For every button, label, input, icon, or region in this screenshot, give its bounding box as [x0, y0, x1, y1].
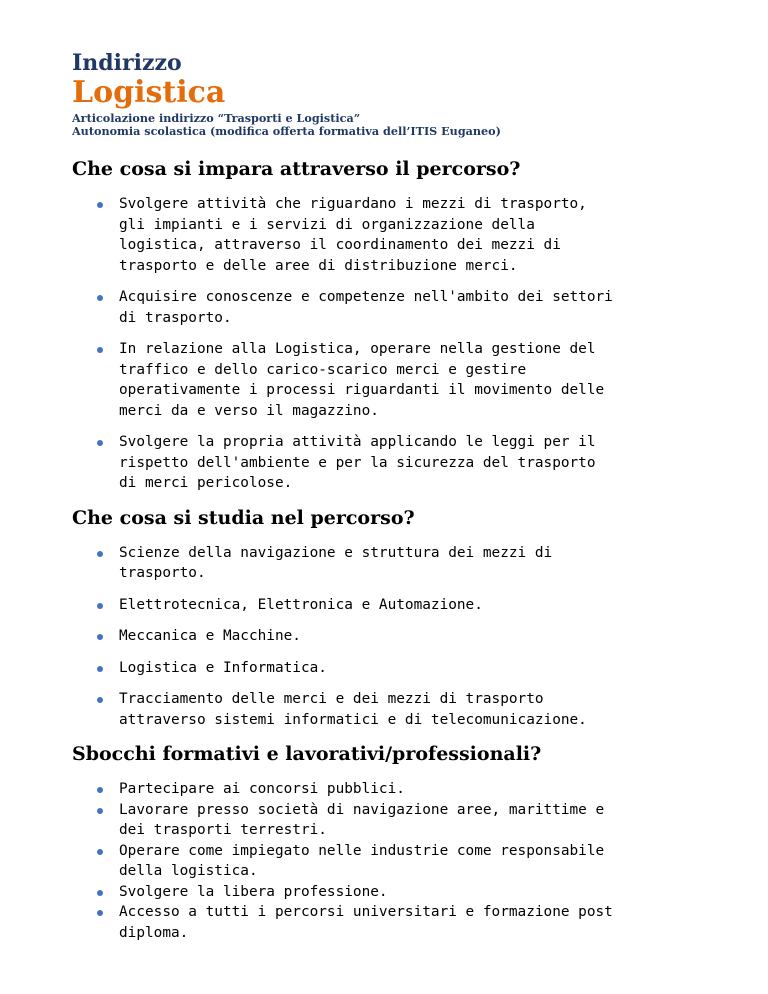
list-item [72, 800, 708, 841]
list-item-text: Scienze della navigazione e struttura dei mezzi di trasporto. [119, 544, 553, 581]
list-item-text: Tracciamento delle merci e dei mezzi di trasporto attraverso sistemi informatici e di telecomunicazione. [119, 691, 587, 728]
list-item [72, 902, 708, 943]
bullet-icon [97, 347, 103, 353]
bullet-icon [97, 697, 103, 703]
list-item-text: In relazione alla Logistica, operare nella gestione del traffico e dello carico-scarico merci e gestire operativamente i processi riguardanti il movimento delle merci da e verso il magazzino. [119, 341, 605, 419]
section-heading-study: Che cosa si studia nel percorso? [72, 506, 415, 529]
list-item [72, 432, 708, 494]
list-item [72, 543, 708, 584]
bullet-icon [97, 890, 103, 896]
page-title: Logistica [72, 75, 226, 110]
list-item-text: Meccanica e Macchine. [119, 628, 301, 644]
list-item [72, 841, 708, 882]
section-heading-outlets: Sbocchi formativi e lavorativi/professionali? [72, 743, 542, 765]
bullet-icon [97, 666, 103, 672]
bullet-icon [97, 551, 103, 557]
list-item [72, 882, 708, 903]
learning-list [72, 194, 708, 494]
bullet-icon [97, 849, 103, 855]
list-item-text: Acquisire conoscenze e competenze nell'ambito dei settori di trasporto. [119, 289, 613, 326]
list-item-text: Svolgere la propria attività applicando le leggi per il rispetto dell'ambiente e per la sicurezza del trasporto di merci pericolose. [119, 434, 596, 491]
subtitle-line-1: Articolazione indirizzo “Trasporti e Logistica” [72, 111, 361, 125]
list-item-text: Lavorare presso società di navigazione aree, marittime e dei trasporti terrestri. [119, 801, 605, 838]
list-item-text: Elettrotecnica, Elettronica e Automazione. [119, 596, 483, 613]
header-kicker: Indirizzo [72, 50, 182, 76]
bullet-icon [97, 910, 103, 916]
study-list [72, 543, 708, 731]
list-item-text: Accesso a tutti i percorsi universitari e formazione post diploma. [119, 904, 613, 941]
bullet-icon [97, 440, 103, 446]
list-item [72, 626, 708, 647]
list-item [72, 287, 708, 328]
bullet-icon [97, 787, 103, 793]
list-item [72, 779, 708, 800]
subtitle-line-2: Autonomia scolastica (modifica offerta formativa dell’ITIS Euganeo) [72, 124, 501, 138]
list-item [72, 658, 708, 679]
bullet-icon [97, 202, 103, 208]
bullet-icon [97, 808, 103, 814]
list-item-text: Partecipare ai concorsi pubblici. [119, 781, 405, 797]
list-item-text: Svolgere la libera professione. [119, 883, 388, 900]
list-item-text: Operare come impiegato nelle industrie come responsabile della logistica. [119, 842, 605, 879]
list-item-text: Svolgere attività che riguardano i mezzi di trasporto, gli impianti e i servizi di organizzazione della logistica, attraverso il coordinamento dei mezzi di trasporto e delle aree di distribuzione merci. [119, 196, 587, 274]
list-item [72, 689, 708, 730]
list-item [72, 194, 708, 276]
bullet-icon [97, 634, 103, 640]
bullet-icon [97, 603, 103, 609]
section-heading-learning: Che cosa si impara attraverso il percorso? [72, 158, 521, 180]
list-item [72, 595, 708, 616]
list-item-text: Logistica e Informatica. [119, 659, 327, 676]
list-item [72, 339, 708, 421]
bullet-icon [97, 295, 103, 301]
outlets-list [72, 779, 708, 943]
